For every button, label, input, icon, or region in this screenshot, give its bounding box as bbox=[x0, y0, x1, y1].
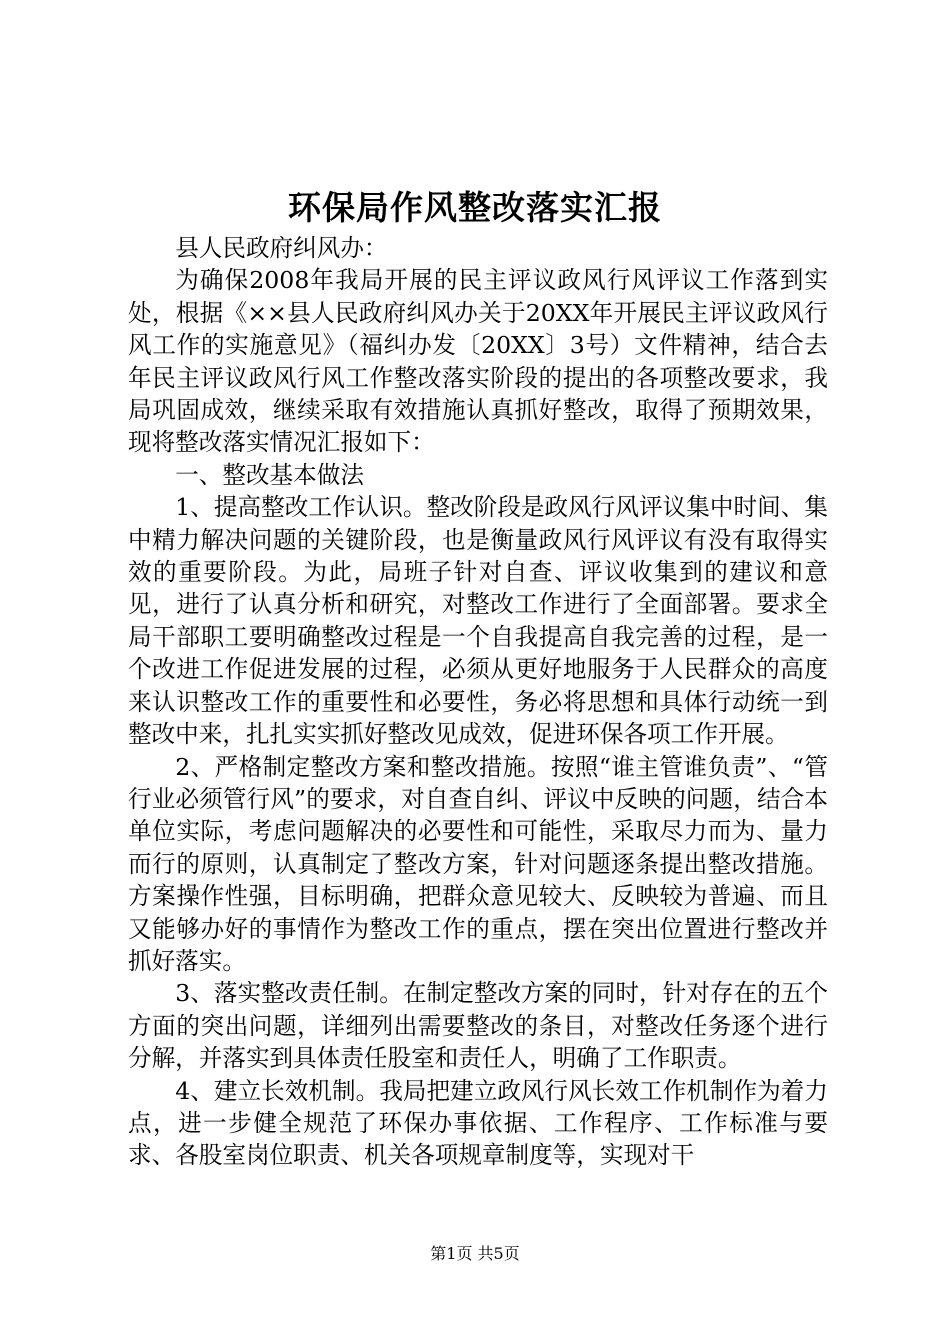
paragraph-intro: 为确保2008年我局开展的民主评议政风行风评议工作落到实处，根据《××县人民政府纠风办关于20XX年开展民主评议政风行风工作的实施意见》（福纠办发〔20XX〕3号）文件精神，结合去年民主评议政风行风工作整改落实阶段的提出的各项整改要求，我局巩固成效，继续采取有效措施认真抓好整改，取得了预期效果，现将整改落实情况汇报如下： bbox=[128, 266, 828, 457]
paragraph-item-2: 2、严格制定整改方案和整改措施。按照“谁主管谁负责”、“管行业必须管行风”的要求，对自查自纠、评议中反映的问题，结合本单位实际，考虑问题解决的必要性和可能性，采取尽力而为、量力而行的原则，认真制定了整改方案，针对问题逐条提出整改措施。方案操作性强，目标明确，把群众意见较大、反映较为普遍、而且又能够办好的事情作为整改工作的重点，摆在突出位置进行整改并抓好落实。 bbox=[128, 752, 828, 975]
salutation: 县人民政府纠风办： bbox=[175, 234, 388, 262]
paragraph-item-3: 3、落实整改责任制。在制定整改方案的同时，针对存在的五个方面的突出问题，详细列出需要整改的条目，对整改任务逐个进行分解，并落实到具体责任股室和责任人，明确了工作职责。 bbox=[128, 979, 828, 1073]
section-heading: 一、整改基本做法 bbox=[175, 460, 364, 489]
page-footer: 第1页 共5页 bbox=[430, 1244, 520, 1263]
document-title: 环保局作风整改落实汇报 bbox=[288, 188, 662, 227]
document-body bbox=[128, 232, 828, 1172]
paragraph-item-4: 4、建立长效机制。我局把建立政风行风长效工作机制作为着力点，进一步健全规范了环保办事依据、工作程序、工作标准与要求、各股室岗位职责、机关各项规章制度等，实现对干 bbox=[128, 1076, 828, 1170]
paragraph-item-1: 1、提高整改工作认识。整改阶段是政风行风评议集中时间、集中精力解决问题的关键阶段，也是衡量政风行风评议有没有取得实效的重要阶段。为此，局班子针对自查、评议收集到的建议和意见，进行了认真分析和研究，对整改工作进行了全面部署。要求全局干部职工要明确整改过程是一个自我提高自我完善的过程，是一个改进工作促进发展的过程，必须从更好地服务于人民群众的高度来认识整改工作的重要性和必要性，务必将思想和具体行动统一到整改中来，扎扎实实抓好整改见成效，促进环保各项工作开展。 bbox=[128, 493, 828, 749]
